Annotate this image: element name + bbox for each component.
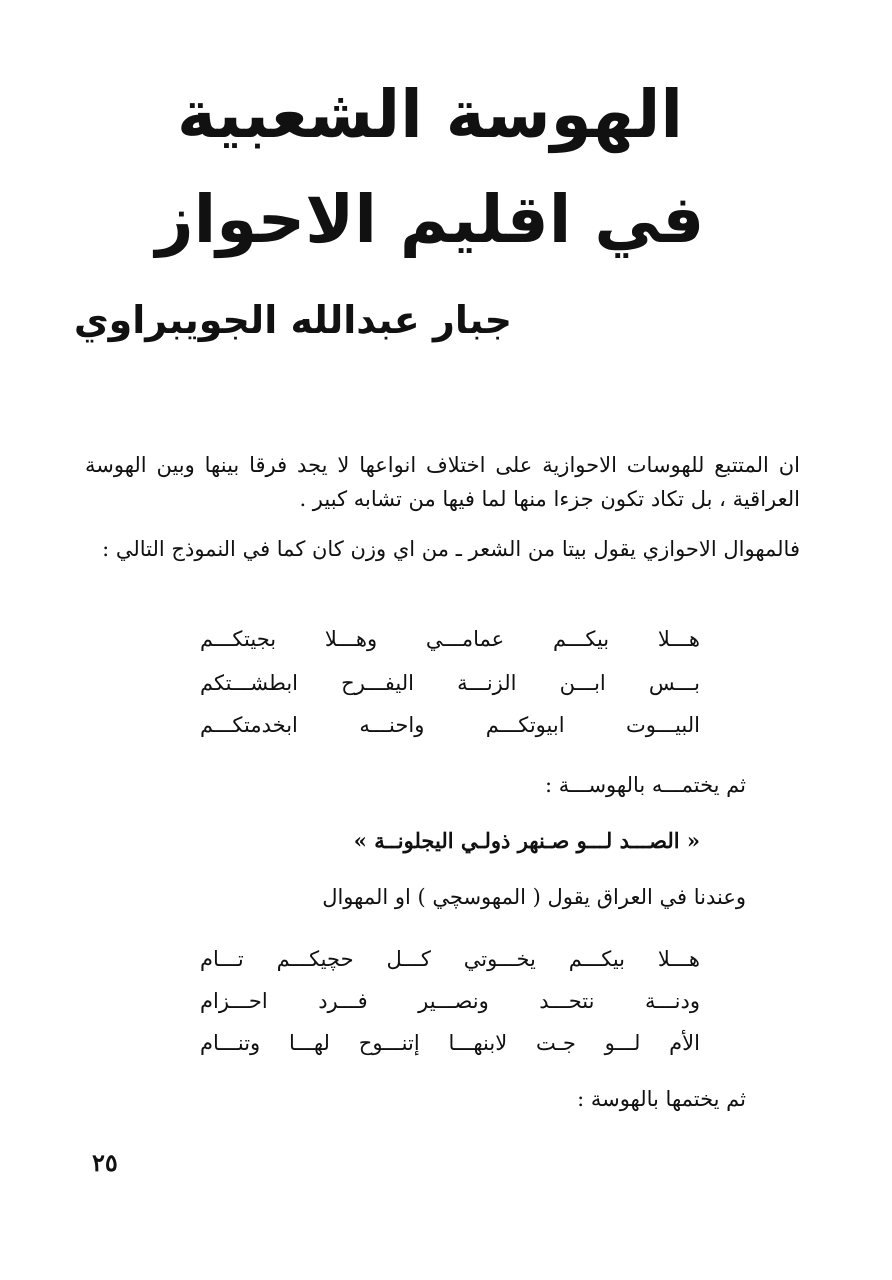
paragraph-mehwal: فالمهوال الاحوازي يقول بيتا من الشعر ـ من اي وزن كان كما في النموذج التالي : [102,537,800,561]
paragraph-intro: ان المتتبع للهوسات الاحوازية على اختلاف انواعها لا يجد فرقا بينها وبين الهوسة العراقية ، بل تكاد تكون جزءا منها لما فيها من تشابه كبير . [85,453,800,511]
author-name: جبار عبدالله الجويبراوي [73,298,512,342]
verse-line: هـــلا بيكـــم يخـــوتي كـــل حچيكـــم تـــام [200,947,700,971]
hosa-quote: « الصـــد لـــو صـنهر ذولـي اليجلونــة » [353,828,700,853]
hosa-intro-2: ثم يختمها بالهوسة : [577,1087,746,1111]
verse-line: البيـــوت ابيوتكـــم واحنـــه ابخدمتكـــم [200,713,700,737]
title-line-1: الهوسة الشعبية [177,76,683,153]
verse-line: بـــس ابـــن الزنـــة اليفـــرح ابطشـــتكم [200,671,700,695]
hosa-intro-1: ثم يختمـــه بالهوســـة : [545,773,746,797]
page-number: ٢٥ [92,1148,118,1177]
verse-line: ودنـــة نتحـــد ونصـــير فـــرد احـــزام [200,989,700,1013]
title-line-2: في اقليم الاحواز [155,181,705,258]
verse-line: الأم لـــو جـت لابنهـــا إتنـــوح لهـــا وتنـــام [200,1031,700,1055]
verse-line: هـــلا بيكـــم عمامـــي وهـــلا بجيتكـــم [200,627,700,651]
iraq-line: وعندنا في العراق يقول ( المهوسچي ) او المهوال [322,885,746,909]
